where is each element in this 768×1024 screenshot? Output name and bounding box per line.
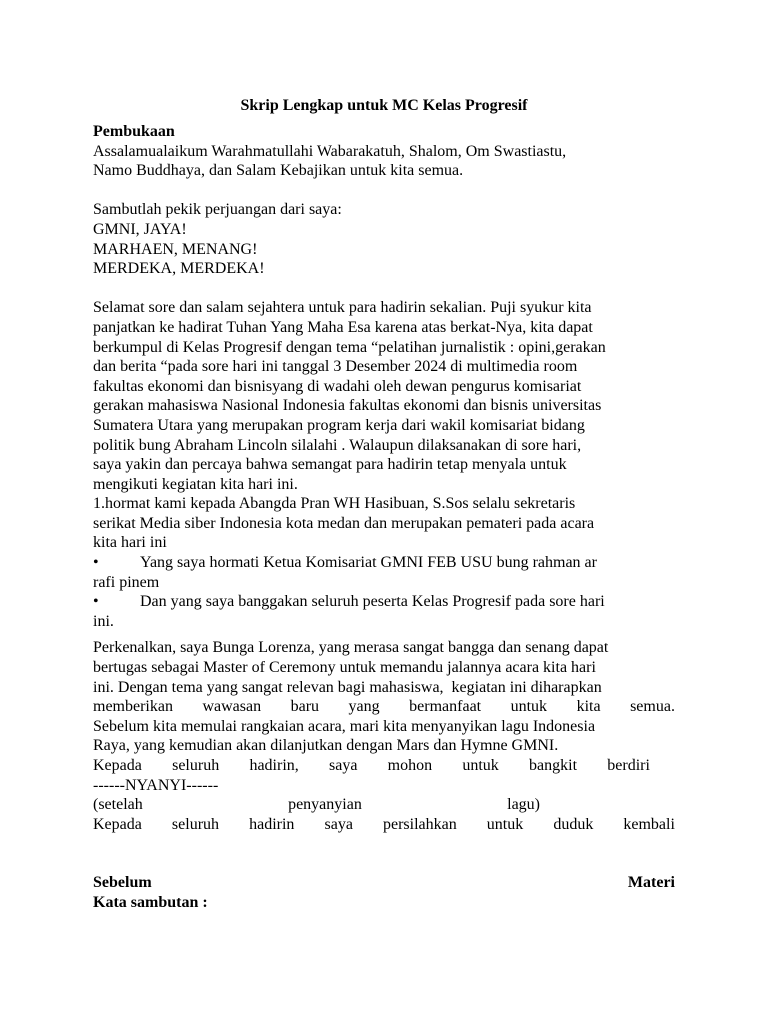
- bullet-icon: •: [93, 593, 99, 611]
- word: kembali: [623, 815, 675, 833]
- text-line: GMNI, JAYA!: [93, 220, 187, 238]
- word: untuk: [462, 757, 499, 774]
- text-line: Perkenalkan, saya Bunga Lorenza, yang merasa sangat bangga dan senang dapat: [93, 639, 609, 657]
- respect-paragraph: [93, 494, 675, 553]
- justified-line: [93, 697, 675, 717]
- heading-opening: Pembukaan: [93, 123, 175, 140]
- word: wawasan: [202, 698, 262, 716]
- word: bermanfaat: [409, 698, 482, 716]
- word: untuk: [510, 698, 548, 716]
- word: berdiri: [607, 757, 650, 774]
- word: bangkit: [529, 757, 578, 774]
- text-line: fakultas ekonomi dan bisnisyang di wadahi oleh dewan pengurus komisariat: [93, 377, 582, 395]
- word: saya: [324, 815, 353, 833]
- word: persilahkan: [382, 815, 457, 833]
- word: Kepada: [93, 815, 142, 833]
- word: memberikan: [93, 698, 173, 716]
- word: penyanyian: [288, 796, 362, 814]
- bullet-item-participants: [93, 592, 675, 631]
- yel-paragraph: [93, 200, 675, 278]
- word: seluruh: [172, 757, 220, 774]
- text-line: gerakan mahasiswa Nasional Indonesia fakultas ekonomi dan bisnis universitas: [93, 397, 602, 415]
- text-line: Sebelum kita memulai rangkaian acara, mari kita menyanyikan lagu Indonesia: [93, 717, 596, 735]
- bullet-item-chairman: [93, 553, 675, 592]
- justified-line: [93, 756, 650, 776]
- word: Kepada: [93, 757, 142, 774]
- text-line: Sumatera Utara yang merupakan program kerja dari wakil komisariat bidang: [93, 416, 585, 434]
- sing-line: ------NYANYI------: [93, 776, 219, 794]
- word: saya: [329, 757, 358, 774]
- bullet-icon: •: [93, 554, 99, 572]
- text-line: Assalamualaikum Warahmatullahi Wabarakatuh, Shalom, Om Swastiastu,: [93, 142, 567, 160]
- text-line: Raya, yang kemudian akan dilanjutkan dengan Mars dan Hymne GMNI.: [93, 737, 559, 755]
- text-line: panjatkan ke hadirat Tuhan Yang Maha Esa karena atas berkat-Nya, kita dapat: [93, 318, 593, 336]
- before-material-line: [93, 873, 675, 893]
- text-line: saya yakin dan percaya bahwa semangat para hadirin tetap menyala untuk: [93, 456, 567, 474]
- word: duduk: [553, 815, 594, 833]
- document-body: [93, 122, 675, 913]
- text-line: politik bung Abraham Lincoln silalahi . Walaupun dilaksanakan di sore hari,: [93, 436, 582, 454]
- text-line: 1.hormat kami kepada Abangda Pran WH Hasibuan, S.Sos selalu sekretaris: [93, 495, 576, 513]
- heading-welcome: Kata sambutan :: [93, 893, 208, 911]
- justified-line: [93, 815, 675, 835]
- text-line: rafi pinem: [93, 573, 160, 591]
- word: semua.: [630, 698, 675, 716]
- text-line: MARHAEN, MENANG!: [93, 240, 258, 258]
- word: untuk: [486, 815, 524, 833]
- word: Materi: [627, 874, 675, 892]
- word: Sebelum: [93, 874, 152, 892]
- text-line: ini.: [93, 612, 114, 630]
- text-line: dan berita “pada sore hari ini tanggal 3 Desember 2024 di multimedia room: [93, 358, 578, 376]
- text-line: Sambutlah pekik perjuangan dari saya:: [93, 201, 342, 219]
- text-line: serikat Media siber Indonesia kota medan dan merupakan pemateri pada acara: [93, 514, 595, 532]
- word: hadirin,: [249, 757, 299, 774]
- text-line: bertugas sebagai Master of Ceremony untuk memandu jalannya acara kita hari: [93, 659, 596, 677]
- intro-paragraph: [93, 298, 675, 494]
- justified-line: [93, 795, 540, 815]
- text-line: mengikuti kegiatan kita hari ini.: [93, 475, 298, 493]
- mc-paragraph: [93, 638, 675, 834]
- word: kita: [576, 698, 601, 716]
- word: baru: [290, 698, 320, 716]
- word: yang: [348, 698, 380, 716]
- word: hadirin: [249, 815, 295, 833]
- word: (setelah: [93, 796, 143, 814]
- text-line: kita hari ini: [93, 534, 167, 552]
- text-line: MERDEKA, MERDEKA!: [93, 260, 265, 278]
- text-line: Selamat sore dan salam sejahtera untuk para hadirin sekalian. Puji syukur kita: [93, 299, 592, 317]
- text-line: Dan yang saya banggakan seluruh peserta Kelas Progresif pada sore hari: [140, 593, 605, 611]
- word: seluruh: [171, 815, 220, 833]
- text-line: Yang saya hormati Ketua Komisariat GMNI FEB USU bung rahman ar: [140, 554, 597, 572]
- text-line: ini. Dengan tema yang sangat relevan bagi mahasiswa, kegiatan ini diharapkan: [93, 678, 602, 696]
- document-title: Skrip Lengkap untuk MC Kelas Progresif: [240, 97, 528, 114]
- word: mohon: [387, 757, 433, 774]
- greeting-paragraph: [93, 142, 675, 181]
- text-line: berkumpul di Kelas Progresif dengan tema “pelatihan jurnalistik : opini,gerakan: [93, 338, 606, 356]
- word: lagu): [507, 796, 540, 814]
- text-line: Namo Buddhaya, dan Salam Kebajikan untuk kita semua.: [93, 162, 464, 180]
